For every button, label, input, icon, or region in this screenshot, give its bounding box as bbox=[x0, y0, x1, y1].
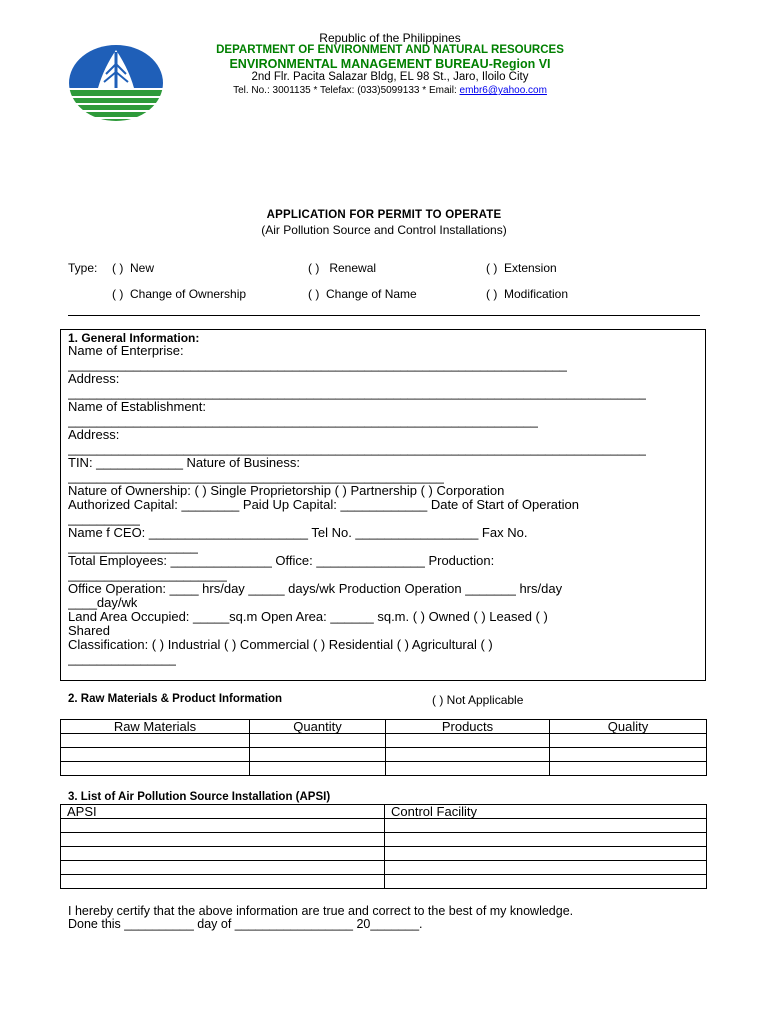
table-cell[interactable] bbox=[386, 734, 550, 748]
table-cell[interactable] bbox=[385, 875, 707, 889]
table-cell[interactable] bbox=[250, 748, 386, 762]
not-applicable-option[interactable]: ( ) Not Applicable bbox=[432, 693, 524, 707]
table-cell[interactable] bbox=[385, 833, 707, 847]
option-label: Change of Ownership bbox=[130, 287, 247, 301]
general-info-line: Name of Enterprise: bbox=[68, 344, 184, 358]
checkbox[interactable]: ( ) bbox=[486, 287, 498, 301]
type-option-modification[interactable] bbox=[486, 287, 568, 301]
table-cell[interactable] bbox=[385, 847, 707, 861]
apsi-table bbox=[60, 804, 707, 889]
apsi-heading: 3. List of Air Pollution Source Installation (APSI) bbox=[68, 791, 331, 803]
option-label: Modification bbox=[504, 287, 569, 301]
email-link[interactable]: embr6@yahoo.com bbox=[459, 85, 547, 96]
header-bureau: ENVIRONMENTAL MANAGEMENT BUREAU-Region VI bbox=[229, 57, 551, 71]
general-info-heading: 1. General Information: bbox=[68, 331, 200, 345]
table-cell[interactable] bbox=[61, 762, 250, 776]
general-info-line[interactable]: Total Employees: ______________ Office: _______________ Production: bbox=[68, 554, 495, 568]
header-contact-text: Tel. No.: 3001135 * Telefax: (033)5099133 * Email: bbox=[233, 85, 460, 96]
table-row bbox=[61, 875, 707, 889]
checkbox[interactable]: ( ) bbox=[112, 287, 124, 301]
type-option-renewal[interactable] bbox=[308, 261, 376, 275]
table-row bbox=[61, 819, 707, 833]
table-cell[interactable] bbox=[385, 861, 707, 875]
general-info-line: Shared bbox=[68, 624, 110, 638]
form-title: APPLICATION FOR PERMIT TO OPERATE bbox=[266, 209, 502, 221]
general-info-line: Address: bbox=[68, 428, 120, 442]
table-cell[interactable] bbox=[61, 847, 385, 861]
general-info-line[interactable]: _______________ bbox=[68, 652, 177, 666]
general-info-line[interactable]: _________________________________________________________________ bbox=[68, 414, 538, 428]
general-info-line[interactable]: ________________________________________________________________________________ bbox=[68, 386, 647, 400]
table-cell[interactable] bbox=[385, 819, 707, 833]
header-republic: Republic of the Philippines bbox=[319, 31, 461, 45]
table-cell[interactable] bbox=[550, 734, 707, 748]
checkbox[interactable]: ( ) bbox=[112, 261, 124, 275]
table-cell[interactable] bbox=[250, 762, 386, 776]
general-info-line[interactable]: __________________ bbox=[68, 540, 199, 554]
table-cell[interactable] bbox=[550, 748, 707, 762]
general-info-line[interactable]: Name f CEO: ______________________ Tel No. _________________ Fax No. bbox=[68, 526, 528, 540]
general-info-line[interactable]: Land Area Occupied: _____sq.m Open Area: ______ sq.m. ( ) Owned ( ) Leased ( ) bbox=[68, 610, 548, 624]
general-info-line[interactable]: ____day/wk bbox=[68, 596, 138, 610]
column-header: Products bbox=[386, 720, 550, 734]
checkbox[interactable]: ( ) bbox=[486, 261, 498, 275]
table-cell[interactable] bbox=[250, 734, 386, 748]
table-cell[interactable] bbox=[61, 734, 250, 748]
table-row bbox=[61, 833, 707, 847]
raw-materials-heading: 2. Raw Materials & Product Information bbox=[68, 693, 283, 705]
general-info-line[interactable]: Authorized Capital: ________ Paid Up Capital: ____________ Date of Start of Operation bbox=[68, 498, 579, 512]
type-option-change-of-name[interactable] bbox=[308, 287, 417, 301]
general-info-line[interactable]: TIN: ____________ Nature of Business: bbox=[68, 456, 300, 470]
table-cell[interactable] bbox=[61, 875, 385, 889]
general-info-line[interactable]: ____________________________________________________ bbox=[68, 470, 444, 484]
table-header-row bbox=[61, 805, 707, 819]
table-cell[interactable] bbox=[386, 762, 550, 776]
table-row bbox=[61, 734, 707, 748]
general-info-line[interactable]: _____________________________________________________________________ bbox=[68, 358, 567, 372]
column-header: Quantity bbox=[250, 720, 386, 734]
general-info-line: Address: bbox=[68, 372, 120, 386]
table-cell[interactable] bbox=[61, 748, 250, 762]
table-row bbox=[61, 762, 707, 776]
general-info-line[interactable]: ______________________ bbox=[68, 568, 228, 582]
divider bbox=[68, 315, 700, 316]
header-contact bbox=[160, 85, 620, 96]
general-info-line: Name of Establishment: bbox=[68, 400, 207, 414]
column-header: Quality bbox=[550, 720, 707, 734]
table-header-row bbox=[61, 720, 707, 734]
header-address: 2nd Flr. Pacita Salazar Bldg, EL 98 St., Jaro, Iloilo City bbox=[251, 71, 529, 83]
checkbox[interactable]: ( ) bbox=[308, 287, 320, 301]
general-info-line[interactable]: __________ bbox=[68, 512, 141, 526]
checkbox[interactable]: ( ) bbox=[308, 261, 320, 275]
table-cell[interactable] bbox=[386, 748, 550, 762]
column-header: Control Facility bbox=[385, 805, 707, 819]
type-option-new[interactable] bbox=[112, 261, 154, 275]
type-option-extension[interactable] bbox=[486, 261, 557, 275]
done-this-line: Done this __________ day of _________________ 20_______. bbox=[68, 917, 423, 931]
table-cell[interactable] bbox=[61, 819, 385, 833]
table-row bbox=[61, 847, 707, 861]
form-subtitle: (Air Pollution Source and Control Installations) bbox=[261, 223, 507, 237]
type-label: Type: bbox=[68, 261, 98, 275]
option-label: New bbox=[130, 261, 155, 275]
table-cell[interactable] bbox=[550, 762, 707, 776]
column-header: APSI bbox=[61, 805, 385, 819]
table-cell[interactable] bbox=[61, 833, 385, 847]
option-label: Renewal bbox=[329, 261, 377, 275]
option-label: Change of Name bbox=[326, 287, 417, 301]
general-info-line: Nature of Ownership: ( ) Single Proprietorship ( ) Partnership ( ) Corporation bbox=[68, 484, 505, 498]
table-row bbox=[61, 861, 707, 875]
table-cell[interactable] bbox=[61, 861, 385, 875]
certification-statement: I hereby certify that the above information are true and correct to the best of my knowledge. bbox=[68, 904, 574, 918]
general-info-line[interactable]: ________________________________________________________________________________ bbox=[68, 442, 647, 456]
column-header: Raw Materials bbox=[61, 720, 250, 734]
header-department: DEPARTMENT OF ENVIRONMENT AND NATURAL RESOURCES bbox=[216, 44, 564, 56]
general-info-line[interactable]: Office Operation: ____ hrs/day _____ days/wk Production Operation _______ hrs/day bbox=[68, 582, 563, 596]
raw-materials-table bbox=[60, 719, 707, 776]
table-row bbox=[61, 748, 707, 762]
option-label: Extension bbox=[504, 261, 557, 275]
type-option-change-of-ownership[interactable] bbox=[112, 287, 246, 301]
general-info-line: Classification: ( ) Industrial ( ) Commercial ( ) Residential ( ) Agricultural ( ) bbox=[68, 638, 493, 652]
denr-logo bbox=[68, 44, 164, 122]
